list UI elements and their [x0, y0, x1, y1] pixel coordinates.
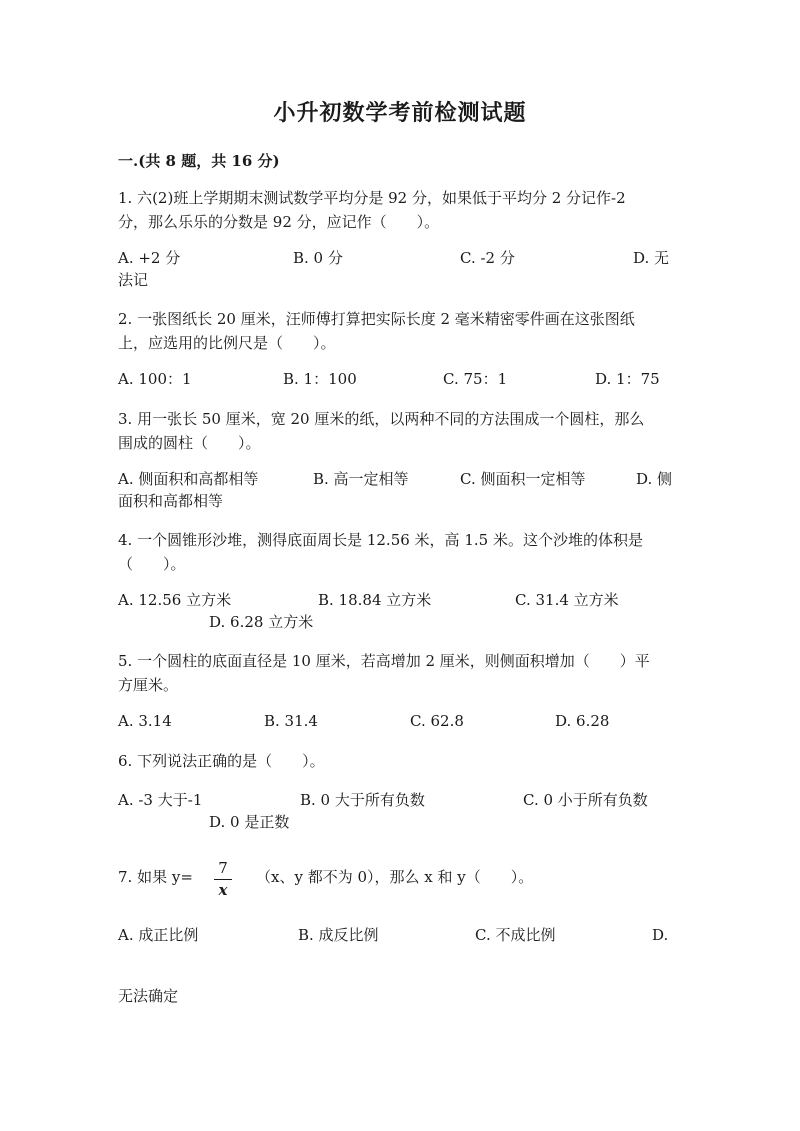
- q7-stem-prefix: 7. 如果 y=: [118, 868, 193, 886]
- question-5-line-1: 5. 一个圆柱的底面直径是 10 厘米，若高增加 2 厘米，则侧面积增加（ ）平: [118, 652, 650, 670]
- question-1: [118, 186, 666, 234]
- question-5: [118, 649, 666, 697]
- page-title: 小升初数学考前检测试题: [273, 100, 527, 126]
- q3-option-d: D. 侧: [636, 470, 673, 488]
- q1-option-a: A. +2 分: [118, 249, 181, 267]
- q4-option-b: B. 18.84 立方米: [318, 591, 432, 609]
- q5-option-c: C. 62.8: [410, 712, 464, 730]
- q6-option-d: D. 0 是正数: [209, 813, 290, 831]
- fraction-numerator: 7: [218, 859, 228, 877]
- question-2-line-1: 2. 一张图纸长 20 厘米，汪师傅打算把实际长度 2 毫米精密零件画在这张图纸: [118, 310, 635, 328]
- fraction-denominator: x: [218, 881, 228, 899]
- q5-option-a: A. 3.14: [118, 712, 172, 730]
- question-2: [118, 307, 666, 355]
- q5-option-d: D. 6.28: [555, 712, 610, 730]
- q2-option-d: D. 1：75: [595, 370, 660, 388]
- q2-option-a: A. 100：1: [118, 370, 192, 388]
- q7-option-b: B. 成反比例: [298, 926, 379, 944]
- question-1-line-1: 1. 六(2)班上学期期末测试数学平均分是 92 分，如果低于平均分 2 分记作-2: [118, 189, 626, 207]
- fraction-7-over-x: [212, 858, 234, 899]
- q3-option-a: A. 侧面积和高都相等: [118, 470, 259, 488]
- q5-option-b: B. 31.4: [264, 712, 318, 730]
- q6-option-c: C. 0 小于所有负数: [523, 791, 648, 809]
- q7-option-c: C. 不成比例: [475, 926, 556, 944]
- q1-option-b: B. 0 分: [293, 249, 343, 267]
- q7-option-a: A. 成正比例: [118, 926, 199, 944]
- question-4-line-2: （ ）。: [118, 555, 186, 573]
- q6-option-a: A. -3 大于-1: [118, 791, 203, 809]
- question-3-line-1: 3. 用一张长 50 厘米，宽 20 厘米的纸，以两种不同的方法围成一个圆柱，那么: [118, 410, 645, 428]
- question-5-line-2: 方厘米。: [118, 676, 179, 694]
- q3-option-b: B. 高一定相等: [313, 470, 409, 488]
- q7-option-d-continued: 无法确定: [118, 987, 179, 1005]
- section-heading: 一.(共 8 题，共 16 分): [118, 152, 280, 170]
- question-4-line-1: 4. 一个圆锥形沙堆，测得底面周长是 12.56 米，高 1.5 米。这个沙堆的体积是: [118, 531, 643, 549]
- question-6: [118, 749, 666, 773]
- q7-stem-suffix: （x、y 都不为 0），那么 x 和 y（ ）。: [256, 868, 534, 886]
- question-3-line-2: 围成的圆柱（ ）。: [118, 434, 261, 452]
- question-1-line-2: 分，那么乐乐的分数是 92 分，应记作（ ）。: [118, 213, 440, 231]
- q2-option-b: B. 1：100: [283, 370, 357, 388]
- q4-option-a: A. 12.56 立方米: [118, 591, 232, 609]
- q3-option-c: C. 侧面积一定相等: [460, 470, 586, 488]
- question-3: [118, 407, 666, 455]
- q1-option-d: D. 无: [633, 249, 670, 267]
- q4-option-d: D. 6.28 立方米: [209, 613, 314, 631]
- q3-option-d-continued: 面积和高都相等: [118, 492, 224, 510]
- q7-option-d: D.: [652, 926, 669, 944]
- q1-option-c: C. -2 分: [460, 249, 515, 267]
- q6-option-b: B. 0 大于所有负数: [300, 791, 425, 809]
- fraction-bar: [214, 879, 232, 880]
- q4-option-c: C. 31.4 立方米: [515, 591, 619, 609]
- q2-option-c: C. 75：1: [443, 370, 508, 388]
- question-4: [118, 528, 666, 576]
- question-6-line-1: 6. 下列说法正确的是（ ）。: [118, 752, 325, 770]
- question-2-line-2: 上，应选用的比例尺是（ ）。: [118, 334, 336, 352]
- q1-option-d-continued: 法记: [118, 271, 149, 289]
